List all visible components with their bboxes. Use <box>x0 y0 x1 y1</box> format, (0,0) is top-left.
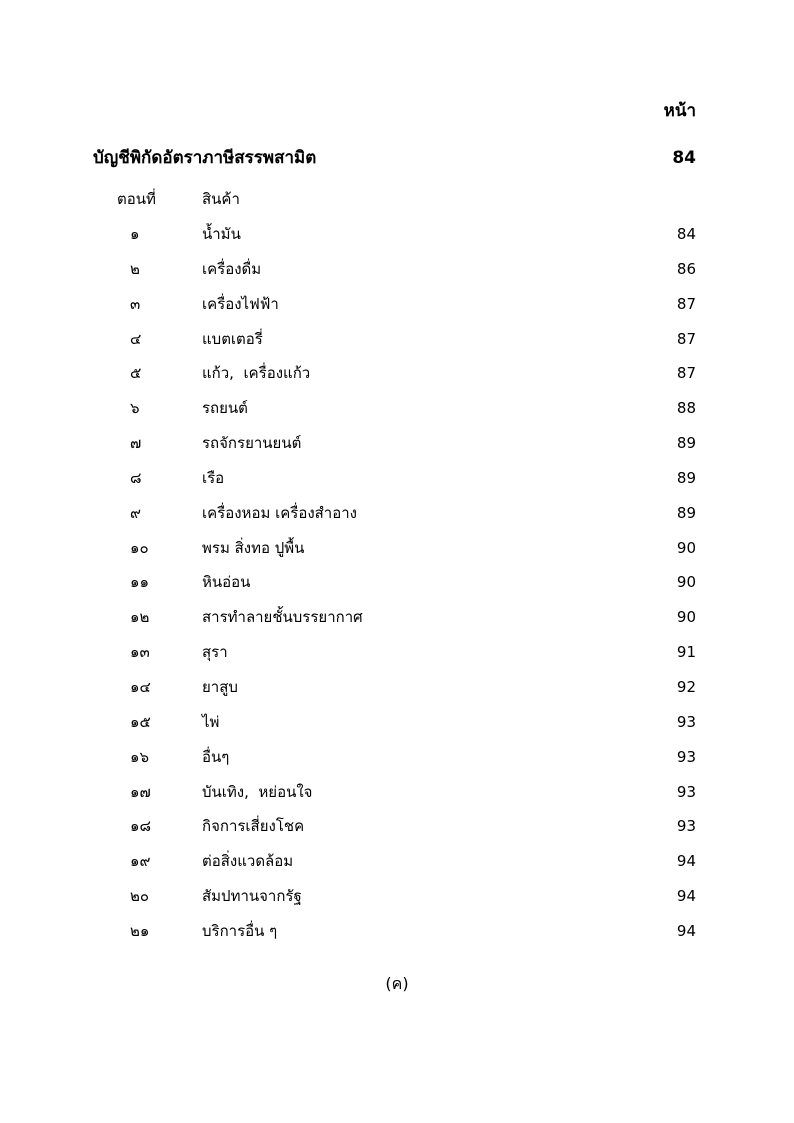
entry-item: เครื่องไฟฟ้า <box>202 294 279 313</box>
entry-item: เครื่องดื่ม <box>202 259 262 278</box>
toc-entry <box>0 745 794 780</box>
entry-item: ต่อสิ่งแวดล้อม <box>202 852 294 871</box>
entry-page: 89 <box>676 434 696 453</box>
entry-number: ๖ <box>130 399 140 418</box>
entry-number: ๒ <box>130 259 140 278</box>
entry-number: ๓ <box>130 294 141 313</box>
entry-item: กิจการเสี่ยงโชค <box>202 817 305 836</box>
entry-page: 91 <box>676 643 696 662</box>
toc-entry <box>0 849 794 884</box>
entry-page: 88 <box>676 399 696 418</box>
entry-page: 90 <box>676 538 696 557</box>
entry-page: 89 <box>676 468 696 487</box>
entry-item: น้ำมัน <box>202 225 241 243</box>
entry-number: ๒๐ <box>130 887 150 906</box>
toc-entry <box>0 919 794 954</box>
entry-item: เครื่องหอม เครื่องสำอาง <box>202 503 357 522</box>
entry-page: 84 <box>676 225 696 243</box>
entry-number: ๑๑ <box>130 573 150 592</box>
entry-number: ๙ <box>130 503 141 522</box>
entry-item: ยาสูบ <box>202 677 238 696</box>
entry-page: 94 <box>676 921 696 940</box>
toc-entry <box>0 431 794 466</box>
entry-item: บริการอื่น ๆ <box>202 921 278 940</box>
entry-number: ๑๘ <box>130 817 152 836</box>
entry-item: อื่นๆ <box>202 747 230 766</box>
toc-list <box>0 222 794 954</box>
entry-page: 86 <box>676 259 696 278</box>
entry-number: ๕ <box>130 364 142 383</box>
entry-page: 87 <box>676 294 696 313</box>
entry-number: ๗ <box>130 434 142 453</box>
toc-entry <box>0 327 794 362</box>
entry-number: ๘ <box>130 468 142 487</box>
toc-entry <box>0 570 794 605</box>
toc-entry <box>0 710 794 745</box>
entry-number: ๑๓ <box>130 643 150 662</box>
entry-page: 93 <box>676 817 696 836</box>
toc-entry <box>0 640 794 675</box>
entry-page: 93 <box>676 747 696 766</box>
entry-page: 94 <box>676 852 696 871</box>
toc-entry <box>0 814 794 849</box>
page-column-label: หน้า <box>663 101 696 121</box>
column-header-number: ตอนที่ <box>117 190 156 208</box>
entry-page: 93 <box>676 782 696 801</box>
toc-entry <box>0 780 794 815</box>
entry-item: แบตเตอรี่ <box>202 329 263 348</box>
entry-page: 87 <box>676 329 696 348</box>
entry-page: 94 <box>676 887 696 906</box>
entry-number: ๑๐ <box>130 538 149 557</box>
toc-entry <box>0 396 794 431</box>
section-page-number: 84 <box>672 148 696 168</box>
entry-number: ๑๒ <box>130 608 150 627</box>
entry-number: ๑๔ <box>130 677 151 696</box>
toc-entry <box>0 466 794 501</box>
toc-entry <box>0 257 794 292</box>
footer-page-marker: (ค) <box>385 974 409 993</box>
entry-number: ๑๗ <box>130 782 151 801</box>
entry-item: หินอ่อน <box>202 573 251 592</box>
entry-number: ๑ <box>130 225 140 243</box>
entry-page: 92 <box>676 677 696 696</box>
entry-item: พรม สิ่งทอ ปูพื้น <box>202 538 305 557</box>
entry-number: ๑๙ <box>130 852 151 871</box>
toc-entry <box>0 884 794 919</box>
entry-page: 87 <box>676 364 696 383</box>
toc-entry <box>0 222 794 257</box>
entry-page: 89 <box>676 503 696 522</box>
entry-page: 90 <box>676 573 696 592</box>
entry-number: ๒๑ <box>130 921 150 940</box>
entry-item: เรือ <box>202 468 225 487</box>
toc-entry <box>0 501 794 536</box>
toc-entry <box>0 536 794 571</box>
entry-item: บันเทิง, หย่อนใจ <box>202 782 313 801</box>
toc-entry <box>0 361 794 396</box>
toc-entry <box>0 292 794 327</box>
entry-item: รถยนต์ <box>202 399 248 418</box>
entry-item: สารทำลายชั้นบรรยากาศ <box>202 608 363 627</box>
toc-entry <box>0 605 794 640</box>
section-title: บัญชีพิกัดอัตราภาษีสรรพสามิต <box>93 148 317 168</box>
entry-item: แก้ว, เครื่องแก้ว <box>202 364 311 383</box>
entry-number: ๑๖ <box>130 747 150 766</box>
entry-number: ๔ <box>130 329 142 348</box>
entry-page: 93 <box>676 712 696 731</box>
column-header-item: สินค้า <box>202 190 240 208</box>
entry-item: ไพ่ <box>202 712 220 731</box>
entry-item: สัมปทานจากรัฐ <box>202 887 302 906</box>
entry-number: ๑๕ <box>130 712 151 731</box>
toc-entry <box>0 675 794 710</box>
entry-item: รถจักรยานยนต์ <box>202 434 302 453</box>
entry-page: 90 <box>676 608 696 627</box>
entry-item: สุรา <box>202 643 228 662</box>
